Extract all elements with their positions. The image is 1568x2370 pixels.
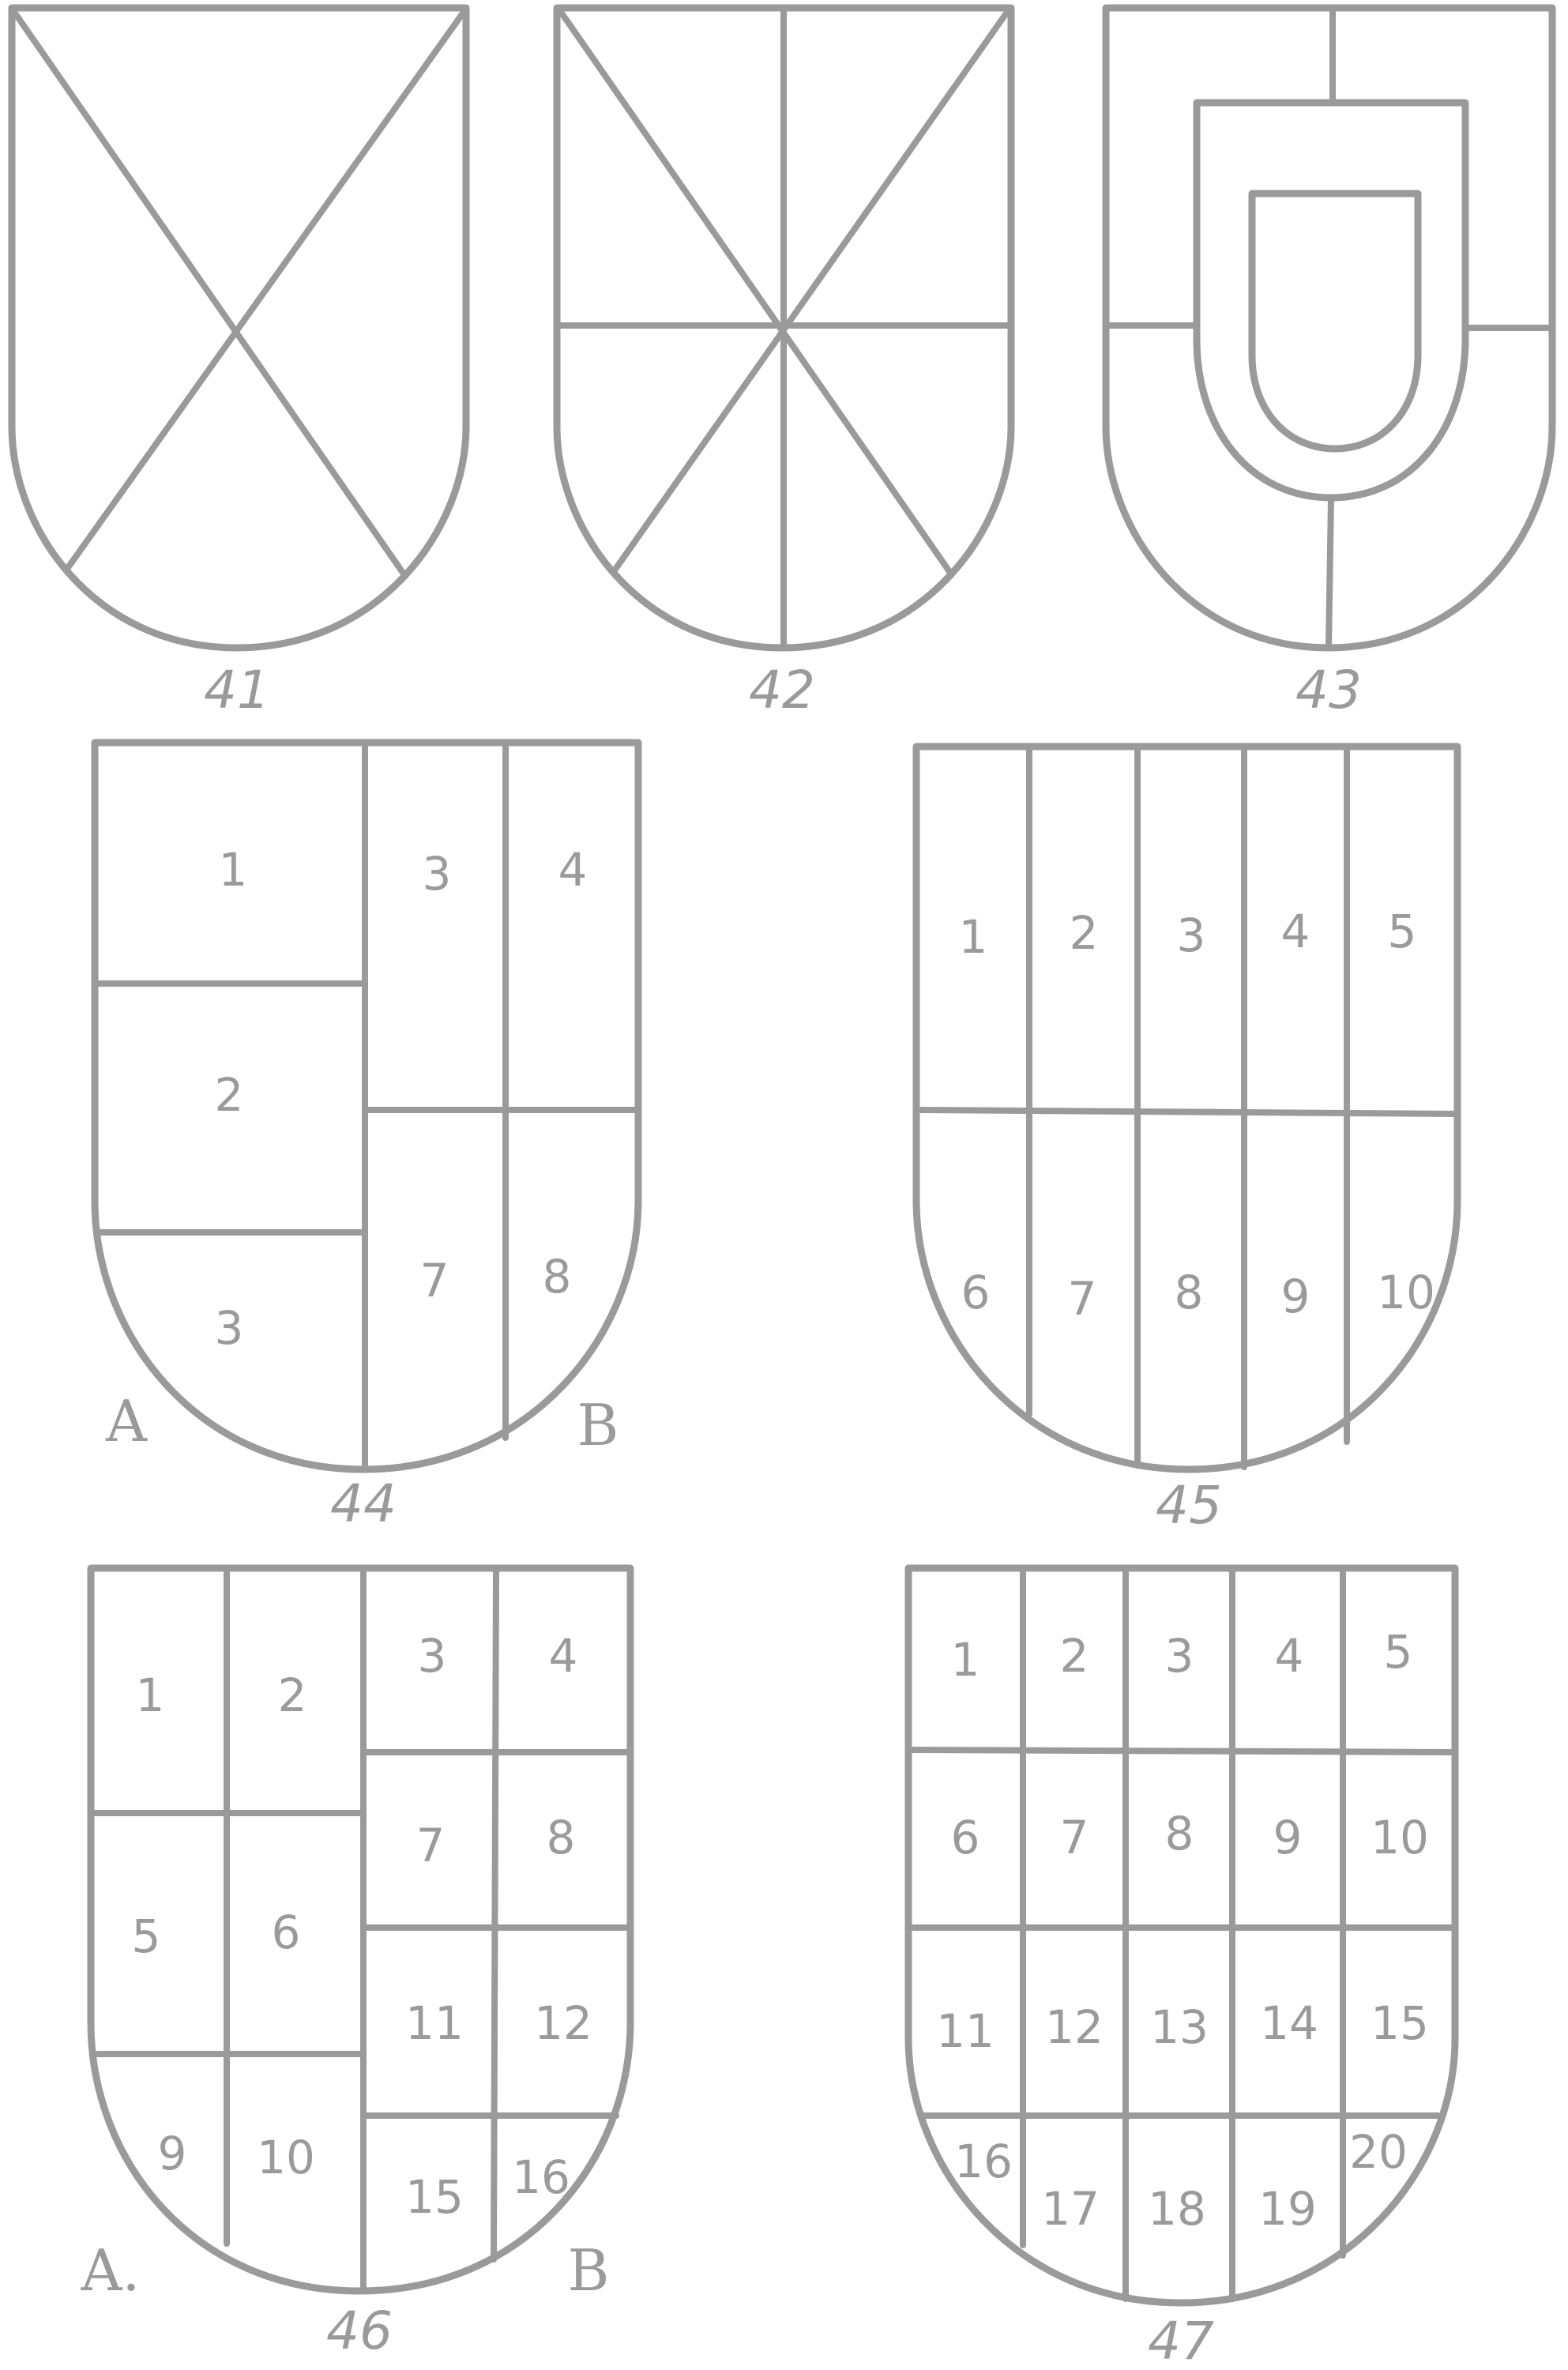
division-line — [494, 1572, 496, 2259]
cell-number: 4 — [1274, 1629, 1304, 1683]
figure-caption: 44 — [330, 1473, 397, 1535]
figure-46 — [81, 1568, 630, 2361]
cell-number: 8 — [1164, 1807, 1194, 1861]
cell-number: 3 — [214, 1301, 244, 1356]
cell-number: 11 — [405, 1996, 464, 2051]
cell-number: 2 — [277, 1668, 307, 1723]
figure-caption: 41 — [204, 660, 270, 721]
cell-number: 16 — [954, 2135, 1013, 2189]
cell-number: 3 — [417, 1629, 447, 1683]
cell-number: 10 — [1377, 1266, 1435, 1320]
division-line — [912, 1750, 1452, 1752]
figure-47 — [908, 1568, 1455, 2370]
cell-number: 17 — [1041, 2182, 1100, 2236]
cell-number: 12 — [1045, 2000, 1104, 2055]
cell-number: 2 — [1059, 1629, 1089, 1683]
cell-number: 16 — [512, 2150, 570, 2205]
cell-number: 12 — [534, 1996, 592, 2051]
cell-number: 1 — [958, 910, 988, 965]
figure-42 — [557, 8, 1011, 720]
cell-number: 9 — [1273, 1811, 1303, 1865]
cell-number: 7 — [416, 1819, 446, 1873]
cell-number: 4 — [1280, 905, 1310, 959]
cell-number: 8 — [546, 1811, 576, 1865]
left-mark: A — [106, 1388, 147, 1454]
cell-number: 8 — [542, 1250, 572, 1304]
figure-41 — [12, 8, 466, 720]
cell-number: 7 — [1067, 1272, 1097, 1326]
cell-number: 7 — [1059, 1811, 1089, 1865]
division-line — [920, 1110, 1455, 1114]
cell-number: 3 — [422, 847, 452, 901]
cell-number: 5 — [1387, 905, 1417, 959]
cell-number: 6 — [271, 1905, 301, 1960]
cell-number: 10 — [1371, 1811, 1429, 1865]
bordure-division-bottom — [1329, 499, 1331, 646]
left-mark: A. — [81, 2237, 141, 2304]
cell-number: 8 — [1174, 1266, 1204, 1320]
cell-number: 11 — [936, 2004, 995, 2059]
cell-number: 1 — [135, 1668, 165, 1723]
cell-number: 9 — [1280, 1270, 1310, 1324]
cell-number: 4 — [548, 1629, 578, 1683]
figure-44 — [95, 743, 638, 1534]
figure-caption: 43 — [1295, 660, 1362, 721]
figure-43 — [1106, 8, 1552, 720]
figure-caption: 45 — [1156, 1475, 1222, 1537]
cell-number: 6 — [950, 1811, 980, 1865]
cell-number: 20 — [1349, 2125, 1408, 2180]
cell-number: 3 — [1164, 1629, 1194, 1683]
cell-number: 15 — [1371, 1996, 1429, 2051]
figure-caption: 46 — [326, 2300, 393, 2362]
inescutcheon-outline — [1252, 194, 1418, 449]
cell-number: 9 — [157, 2127, 187, 2181]
cell-number: 10 — [257, 2131, 315, 2185]
right-mark: B — [577, 1392, 619, 1458]
cell-number: 6 — [961, 1266, 991, 1320]
cell-number: 4 — [558, 843, 588, 897]
right-mark: B — [567, 2237, 610, 2304]
cell-number: 18 — [1148, 2182, 1206, 2236]
cell-number: 1 — [950, 1633, 980, 1687]
cell-number: 19 — [1258, 2182, 1317, 2236]
cell-number: 5 — [131, 1909, 161, 1964]
figure-caption: 47 — [1148, 2311, 1214, 2370]
cell-number: 7 — [419, 1254, 449, 1308]
cell-number: 2 — [1069, 906, 1099, 961]
figure-caption: 42 — [749, 660, 815, 721]
cell-number: 2 — [214, 1068, 244, 1123]
figure-45 — [916, 747, 1457, 1536]
cell-number: 3 — [1176, 908, 1206, 963]
cell-number: 5 — [1383, 1625, 1413, 1680]
cell-number: 13 — [1150, 2000, 1209, 2055]
cell-number: 1 — [218, 843, 248, 897]
cell-number: 15 — [405, 2170, 464, 2225]
cell-number: 14 — [1260, 1996, 1318, 2051]
